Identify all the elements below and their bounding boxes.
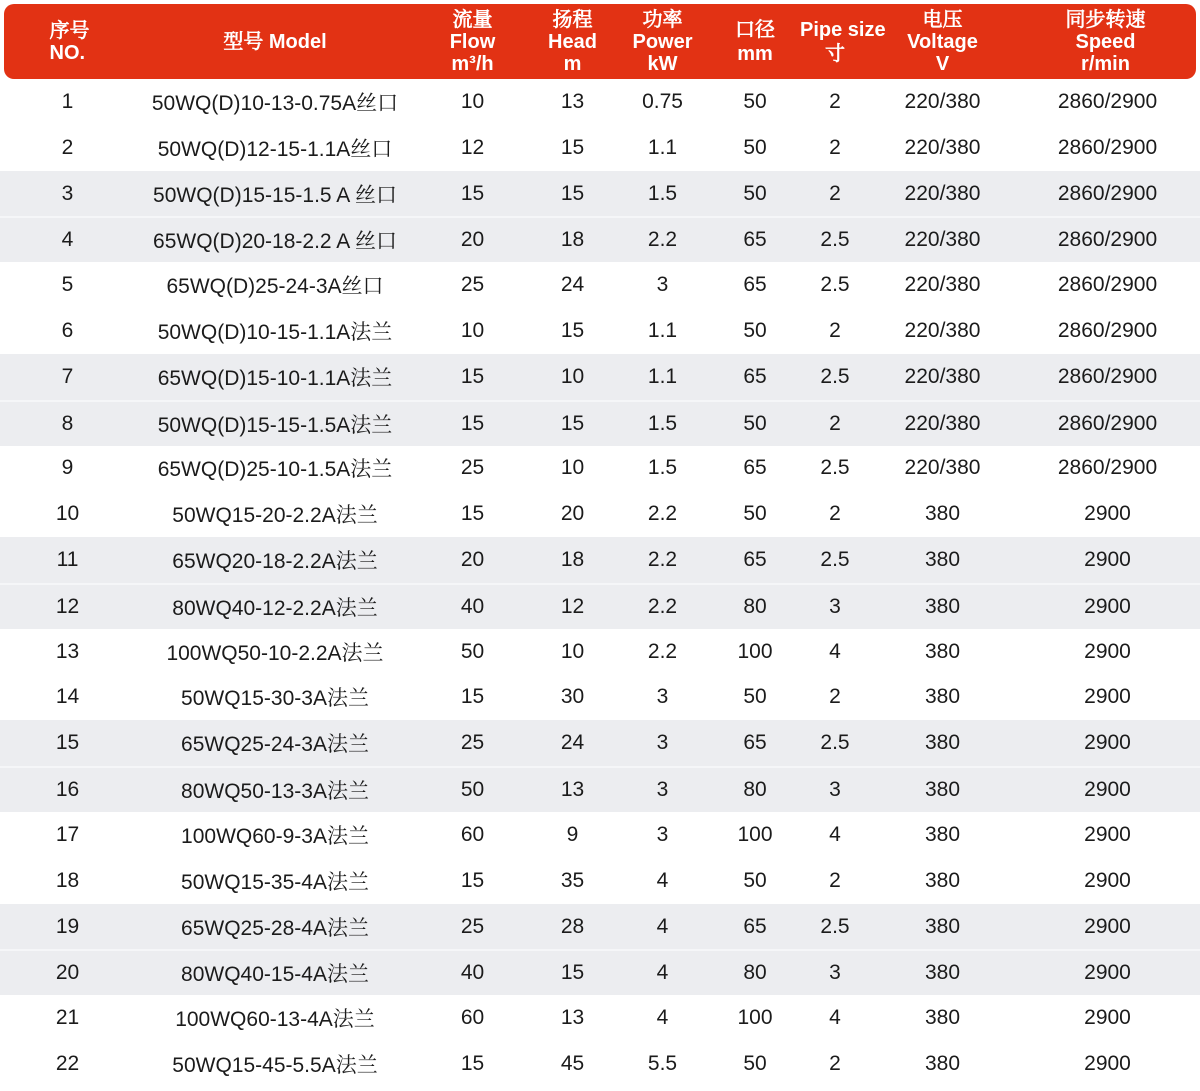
cell-speed: 2900 bbox=[1084, 639, 1131, 663]
pump-specification-table bbox=[0, 4, 1200, 1091]
cell-power: 1.5 bbox=[647, 181, 678, 205]
cell-flow: 20 bbox=[460, 228, 485, 252]
cell-model: 50WQ15-30-3A法兰 bbox=[181, 687, 369, 711]
cell-head: 10 bbox=[560, 364, 585, 388]
cell-speed: 2860/2900 bbox=[1057, 273, 1158, 297]
cell-pipe-mm: 50 bbox=[743, 1051, 767, 1075]
cell-voltage: 380 bbox=[924, 548, 961, 572]
header-voltage-cn: 电压 bbox=[922, 8, 963, 31]
table-row bbox=[0, 766, 1200, 812]
cell-power: 1.5 bbox=[647, 456, 678, 480]
cell-head: 12 bbox=[560, 594, 585, 618]
table-row bbox=[0, 949, 1200, 995]
cell-flow: 15 bbox=[460, 868, 485, 892]
cell-voltage: 380 bbox=[924, 1051, 961, 1075]
cell-speed: 2900 bbox=[1084, 685, 1131, 709]
cell-power: 1.1 bbox=[647, 135, 678, 159]
cell-power: 0.75 bbox=[642, 89, 683, 113]
table-row bbox=[0, 354, 1200, 400]
cell-no: 20 bbox=[55, 961, 80, 985]
cell-model: 100WQ50-10-2.2A法兰 bbox=[166, 641, 384, 665]
cell-no: 7 bbox=[61, 364, 74, 388]
cell-speed: 2860/2900 bbox=[1057, 318, 1158, 342]
cell-speed: 2900 bbox=[1084, 961, 1131, 985]
cell-power: 3 bbox=[656, 731, 669, 755]
cell-model: 65WQ25-24-3A法兰 bbox=[181, 733, 369, 757]
cell-speed: 2900 bbox=[1084, 548, 1131, 572]
cell-pipe-inch: 2.5 bbox=[820, 273, 850, 297]
cell-speed: 2900 bbox=[1084, 731, 1131, 755]
cell-pipe-inch: 2 bbox=[829, 411, 841, 435]
cell-power: 3 bbox=[656, 685, 669, 709]
table-row bbox=[0, 995, 1200, 1041]
cell-pipe-inch: 2 bbox=[829, 685, 841, 709]
cell-pipe-inch: 2 bbox=[829, 318, 841, 342]
cell-pipe-inch: 2 bbox=[829, 868, 841, 892]
cell-pipe-mm: 100 bbox=[737, 822, 773, 846]
cell-head: 15 bbox=[560, 318, 585, 342]
cell-no: 13 bbox=[55, 639, 80, 663]
cell-power: 4 bbox=[656, 961, 669, 985]
cell-pipe-mm: 50 bbox=[743, 502, 767, 526]
cell-pipe-inch: 2 bbox=[829, 181, 841, 205]
table-row bbox=[0, 675, 1200, 721]
cell-head: 13 bbox=[560, 1006, 585, 1030]
cell-voltage: 380 bbox=[924, 685, 961, 709]
cell-power: 1.5 bbox=[647, 411, 678, 435]
header-col-pipe-size bbox=[710, 18, 886, 66]
cell-flow: 25 bbox=[460, 273, 485, 297]
cell-pipe-inch: 2 bbox=[829, 1051, 841, 1075]
cell-voltage: 220/380 bbox=[904, 456, 981, 480]
cell-pipe-inch: 2.5 bbox=[820, 731, 850, 755]
cell-voltage: 380 bbox=[924, 594, 961, 618]
cell-pipe-mm: 100 bbox=[737, 639, 773, 663]
cell-pipe-mm: 65 bbox=[743, 548, 767, 572]
cell-no: 17 bbox=[55, 822, 80, 846]
cell-head: 24 bbox=[560, 273, 585, 297]
header-head-cn: 扬程 bbox=[552, 8, 593, 31]
cell-power: 1.1 bbox=[647, 318, 678, 342]
table-row bbox=[0, 400, 1200, 446]
table-row bbox=[0, 537, 1200, 583]
cell-pipe-mm: 65 bbox=[743, 273, 767, 297]
table-row bbox=[0, 904, 1200, 950]
table-row bbox=[0, 446, 1200, 492]
header-speed-cn: 同步转速 bbox=[1065, 8, 1146, 31]
cell-model: 65WQ(D)25-10-1.5A法兰 bbox=[157, 458, 393, 482]
header-flow-en: Flow bbox=[449, 30, 496, 53]
cell-voltage: 380 bbox=[924, 868, 961, 892]
header-no-en: NO. bbox=[49, 41, 86, 64]
table-row bbox=[0, 1041, 1200, 1087]
cell-voltage: 380 bbox=[924, 778, 961, 802]
cell-pipe-inch: 4 bbox=[829, 1006, 841, 1030]
cell-no: 21 bbox=[55, 1006, 80, 1030]
cell-flow: 50 bbox=[460, 639, 485, 663]
cell-voltage: 380 bbox=[924, 1006, 961, 1030]
cell-flow: 20 bbox=[460, 548, 485, 572]
cell-flow: 15 bbox=[460, 502, 485, 526]
table-row bbox=[0, 308, 1200, 354]
cell-pipe-inch: 2 bbox=[829, 502, 841, 526]
header-power-unit: kW bbox=[647, 52, 678, 75]
header-col-head bbox=[530, 9, 615, 75]
cell-model: 50WQ15-35-4A法兰 bbox=[181, 870, 369, 894]
cell-power: 2.2 bbox=[647, 502, 678, 526]
cell-model: 65WQ(D)15-10-1.1A法兰 bbox=[157, 366, 393, 390]
cell-speed: 2860/2900 bbox=[1057, 135, 1158, 159]
header-pipe-cn: 口径 bbox=[735, 18, 775, 41]
cell-flow: 15 bbox=[460, 181, 485, 205]
cell-power: 4 bbox=[656, 868, 669, 892]
cell-power: 3 bbox=[656, 822, 669, 846]
cell-pipe-mm: 65 bbox=[743, 914, 767, 938]
table-row bbox=[0, 216, 1200, 262]
cell-voltage: 380 bbox=[924, 502, 961, 526]
cell-head: 18 bbox=[560, 548, 585, 572]
cell-flow: 10 bbox=[460, 318, 485, 342]
cell-pipe-inch: 3 bbox=[829, 778, 841, 802]
cell-no: 15 bbox=[55, 731, 80, 755]
cell-no: 4 bbox=[61, 228, 74, 252]
cell-speed: 2900 bbox=[1084, 822, 1131, 846]
table-row bbox=[0, 720, 1200, 766]
cell-flow: 25 bbox=[460, 914, 485, 938]
cell-voltage: 220/380 bbox=[904, 89, 981, 113]
cell-flow: 15 bbox=[460, 685, 485, 709]
cell-pipe-inch: 2 bbox=[829, 89, 841, 113]
cell-pipe-mm: 80 bbox=[743, 961, 767, 985]
cell-speed: 2900 bbox=[1084, 778, 1131, 802]
cell-model: 50WQ(D)10-15-1.1A法兰 bbox=[157, 320, 393, 344]
cell-head: 24 bbox=[560, 731, 585, 755]
cell-model: 50WQ(D)15-15-1.5A法兰 bbox=[157, 413, 393, 437]
cell-pipe-mm: 80 bbox=[743, 778, 767, 802]
cell-head: 13 bbox=[560, 778, 585, 802]
cell-flow: 25 bbox=[460, 731, 485, 755]
cell-voltage: 380 bbox=[924, 822, 961, 846]
table-row bbox=[0, 125, 1200, 171]
header-power-en: Power bbox=[632, 30, 693, 53]
cell-no: 8 bbox=[61, 411, 74, 435]
cell-pipe-inch: 4 bbox=[829, 822, 841, 846]
cell-speed: 2900 bbox=[1084, 1051, 1131, 1075]
cell-voltage: 380 bbox=[924, 961, 961, 985]
cell-head: 30 bbox=[560, 685, 585, 709]
cell-voltage: 220/380 bbox=[904, 411, 981, 435]
cell-no: 12 bbox=[55, 594, 80, 618]
cell-no: 22 bbox=[55, 1051, 80, 1075]
header-speed-unit: r/min bbox=[1081, 52, 1130, 75]
cell-head: 10 bbox=[560, 639, 585, 663]
cell-head: 15 bbox=[560, 411, 585, 435]
table-row bbox=[0, 79, 1200, 125]
cell-power: 3 bbox=[656, 778, 669, 802]
header-col-speed bbox=[1015, 9, 1196, 75]
cell-head: 45 bbox=[560, 1051, 585, 1075]
cell-model: 65WQ20-18-2.2A法兰 bbox=[172, 550, 378, 574]
cell-head: 15 bbox=[560, 135, 585, 159]
cell-flow: 12 bbox=[460, 135, 485, 159]
cell-model: 50WQ15-45-5.5A法兰 bbox=[172, 1053, 378, 1077]
cell-voltage: 220/380 bbox=[904, 318, 981, 342]
cell-power: 2.2 bbox=[647, 548, 678, 572]
header-power-cn: 功率 bbox=[642, 8, 683, 31]
cell-speed: 2900 bbox=[1084, 868, 1131, 892]
cell-head: 15 bbox=[560, 181, 585, 205]
cell-head: 20 bbox=[560, 502, 585, 526]
header-col-model bbox=[135, 31, 415, 53]
cell-pipe-mm: 50 bbox=[743, 318, 767, 342]
cell-head: 28 bbox=[560, 914, 585, 938]
cell-pipe-inch: 2.5 bbox=[820, 364, 850, 388]
header-model-label: 型号 Model bbox=[223, 30, 327, 53]
cell-pipe-mm: 100 bbox=[737, 1006, 773, 1030]
cell-power: 5.5 bbox=[647, 1051, 678, 1075]
header-pipe-unit-inch: 寸 bbox=[825, 42, 845, 65]
cell-head: 9 bbox=[566, 822, 579, 846]
cell-pipe-mm: 65 bbox=[743, 364, 767, 388]
cell-power: 1.1 bbox=[647, 364, 678, 388]
cell-speed: 2900 bbox=[1084, 594, 1131, 618]
table-row bbox=[0, 812, 1200, 858]
cell-voltage: 220/380 bbox=[904, 364, 981, 388]
cell-no: 2 bbox=[61, 135, 74, 159]
header-col-flow bbox=[415, 9, 530, 75]
cell-voltage: 220/380 bbox=[904, 273, 981, 297]
cell-pipe-mm: 65 bbox=[743, 731, 767, 755]
header-col-no bbox=[4, 20, 135, 64]
cell-speed: 2860/2900 bbox=[1057, 228, 1158, 252]
cell-pipe-inch: 3 bbox=[829, 594, 841, 618]
cell-model: 50WQ(D)12-15-1.1A丝口 bbox=[157, 137, 393, 161]
cell-pipe-inch: 2.5 bbox=[820, 914, 850, 938]
cell-model: 50WQ(D)15-15-1.5 A 丝口 bbox=[153, 183, 397, 207]
cell-power: 2.2 bbox=[647, 639, 678, 663]
cell-power: 4 bbox=[656, 1006, 669, 1030]
cell-flow: 50 bbox=[460, 778, 485, 802]
table-row bbox=[0, 629, 1200, 675]
cell-pipe-inch: 2.5 bbox=[820, 228, 850, 252]
cell-model: 80WQ40-15-4A法兰 bbox=[181, 963, 369, 987]
cell-head: 13 bbox=[560, 89, 585, 113]
cell-voltage: 220/380 bbox=[904, 181, 981, 205]
cell-no: 14 bbox=[55, 685, 80, 709]
cell-flow: 15 bbox=[460, 411, 485, 435]
cell-no: 16 bbox=[55, 778, 80, 802]
cell-speed: 2860/2900 bbox=[1057, 181, 1158, 205]
table-row bbox=[0, 491, 1200, 537]
cell-no: 5 bbox=[61, 273, 74, 297]
cell-power: 2.2 bbox=[647, 594, 678, 618]
cell-pipe-mm: 80 bbox=[743, 594, 767, 618]
cell-no: 11 bbox=[56, 548, 79, 572]
cell-no: 18 bbox=[55, 868, 80, 892]
cell-pipe-mm: 50 bbox=[743, 868, 767, 892]
cell-speed: 2900 bbox=[1084, 502, 1131, 526]
header-col-power bbox=[615, 9, 710, 75]
cell-speed: 2860/2900 bbox=[1057, 364, 1158, 388]
table-body bbox=[0, 79, 1200, 1087]
header-voltage-en: Voltage bbox=[907, 30, 978, 53]
cell-model: 65WQ(D)25-24-3A丝口 bbox=[166, 275, 384, 299]
table-row bbox=[0, 858, 1200, 904]
header-flow-cn: 流量 bbox=[452, 8, 493, 31]
cell-model: 100WQ60-13-4A法兰 bbox=[175, 1008, 375, 1032]
cell-power: 3 bbox=[656, 273, 669, 297]
cell-voltage: 380 bbox=[924, 639, 961, 663]
cell-flow: 25 bbox=[460, 456, 485, 480]
cell-no: 10 bbox=[55, 502, 80, 526]
cell-speed: 2860/2900 bbox=[1057, 411, 1158, 435]
cell-pipe-inch: 4 bbox=[829, 639, 841, 663]
cell-head: 15 bbox=[560, 961, 585, 985]
cell-voltage: 380 bbox=[924, 731, 961, 755]
cell-head: 35 bbox=[560, 868, 585, 892]
cell-speed: 2900 bbox=[1084, 1006, 1131, 1030]
table-row bbox=[0, 583, 1200, 629]
cell-head: 18 bbox=[560, 228, 585, 252]
cell-pipe-inch: 2.5 bbox=[820, 456, 850, 480]
cell-flow: 10 bbox=[460, 89, 485, 113]
cell-speed: 2860/2900 bbox=[1057, 89, 1158, 113]
cell-voltage: 220/380 bbox=[904, 135, 981, 159]
cell-model: 50WQ(D)10-13-0.75A丝口 bbox=[151, 91, 399, 115]
cell-pipe-mm: 50 bbox=[743, 181, 767, 205]
cell-flow: 15 bbox=[460, 364, 485, 388]
cell-flow: 15 bbox=[460, 1051, 485, 1075]
cell-speed: 2860/2900 bbox=[1057, 456, 1158, 480]
cell-model: 100WQ60-9-3A法兰 bbox=[181, 824, 369, 848]
cell-model: 80WQ50-13-3A法兰 bbox=[181, 780, 369, 804]
header-head-en: Head bbox=[548, 30, 597, 53]
header-no-cn: 序号 bbox=[49, 19, 90, 42]
cell-model: 50WQ15-20-2.2A法兰 bbox=[172, 504, 378, 528]
cell-pipe-inch: 2.5 bbox=[820, 548, 850, 572]
cell-flow: 40 bbox=[460, 961, 485, 985]
header-col-voltage bbox=[870, 9, 1015, 75]
cell-no: 1 bbox=[61, 89, 74, 113]
cell-no: 6 bbox=[61, 318, 74, 342]
cell-pipe-inch: 2 bbox=[829, 135, 841, 159]
cell-flow: 60 bbox=[460, 822, 485, 846]
cell-model: 65WQ25-28-4A法兰 bbox=[181, 916, 369, 940]
header-head-unit: m bbox=[563, 52, 582, 75]
header-speed-en: Speed bbox=[1075, 30, 1136, 53]
header-voltage-unit: V bbox=[935, 52, 950, 75]
cell-power: 2.2 bbox=[647, 228, 678, 252]
header-flow-unit: m³/h bbox=[451, 52, 494, 75]
cell-voltage: 380 bbox=[924, 914, 961, 938]
table-header bbox=[4, 4, 1196, 79]
cell-flow: 60 bbox=[460, 1006, 485, 1030]
cell-voltage: 220/380 bbox=[904, 228, 981, 252]
cell-pipe-inch: 3 bbox=[829, 961, 841, 985]
cell-speed: 2900 bbox=[1084, 914, 1131, 938]
cell-head: 10 bbox=[560, 456, 585, 480]
cell-flow: 40 bbox=[460, 594, 485, 618]
cell-no: 19 bbox=[55, 914, 80, 938]
cell-pipe-mm: 65 bbox=[743, 456, 767, 480]
header-pipe-en: Pipe size bbox=[800, 18, 886, 41]
cell-model: 65WQ(D)20-18-2.2 A 丝口 bbox=[153, 230, 397, 254]
cell-pipe-mm: 50 bbox=[743, 89, 767, 113]
cell-pipe-mm: 50 bbox=[743, 685, 767, 709]
table-row bbox=[0, 171, 1200, 217]
cell-no: 9 bbox=[61, 456, 74, 480]
cell-pipe-mm: 65 bbox=[743, 228, 767, 252]
cell-no: 3 bbox=[61, 181, 74, 205]
cell-model: 80WQ40-12-2.2A法兰 bbox=[172, 596, 378, 620]
header-pipe-unit-mm: mm bbox=[737, 42, 773, 65]
cell-power: 4 bbox=[656, 914, 669, 938]
cell-pipe-mm: 50 bbox=[743, 135, 767, 159]
cell-pipe-mm: 50 bbox=[743, 411, 767, 435]
table-row bbox=[0, 262, 1200, 308]
